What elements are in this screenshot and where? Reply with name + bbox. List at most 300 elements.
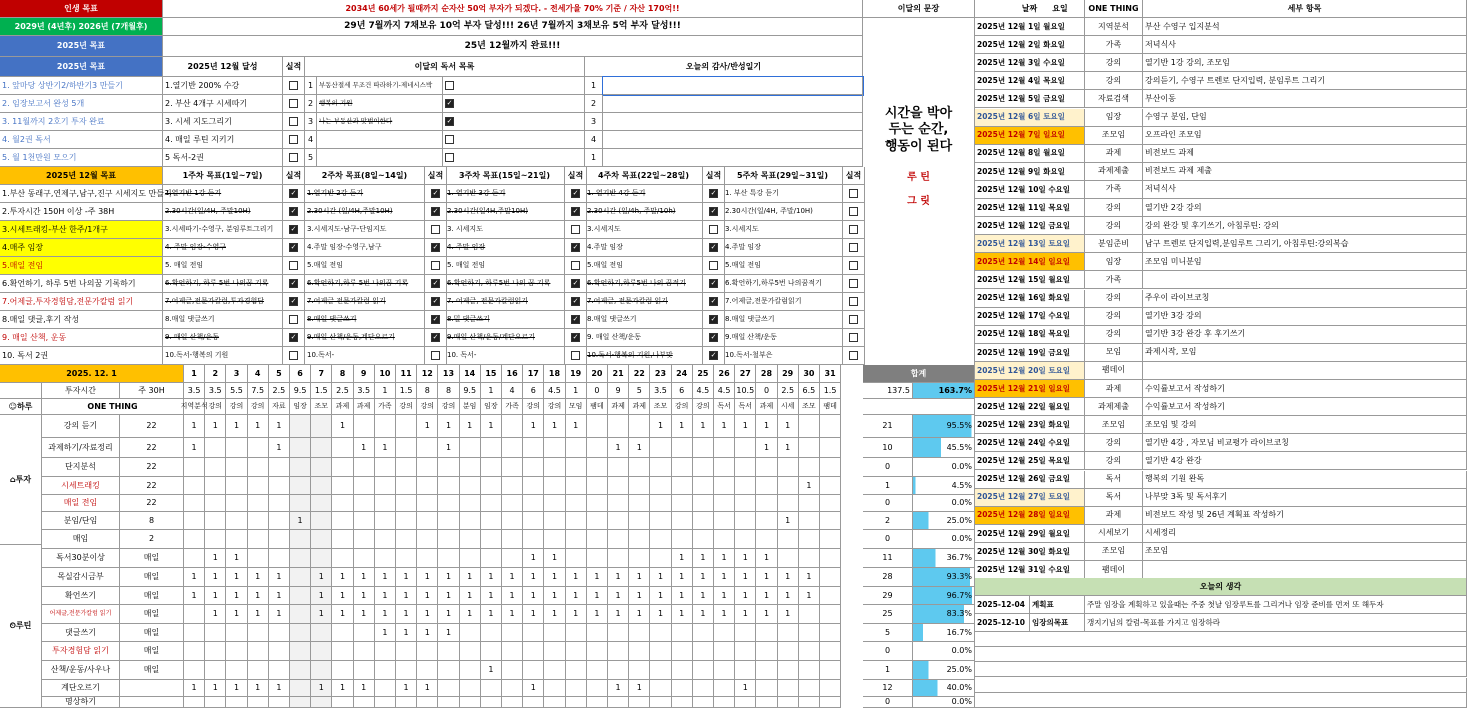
invest-hour-cell[interactable]: 3.5 (354, 383, 375, 399)
tracker-cell[interactable] (481, 549, 502, 568)
invest-hour-cell[interactable]: 2.5 (269, 383, 290, 399)
tracker-cell[interactable] (481, 458, 502, 477)
week-task-check[interactable] (565, 311, 587, 329)
tracker-cell[interactable] (714, 624, 735, 642)
tracker-cell[interactable] (417, 642, 438, 661)
tracker-cell[interactable] (566, 549, 587, 568)
tracker-cell[interactable] (587, 549, 608, 568)
checkbox-icon[interactable] (849, 279, 858, 288)
tracker-cell[interactable]: 1 (248, 568, 269, 587)
tracker-cell[interactable] (650, 438, 671, 458)
tracker-cell[interactable] (544, 680, 565, 697)
year-goal-item[interactable]: 5. 월 1천만원 모으기 (0, 149, 163, 167)
tracker-cell[interactable] (184, 458, 205, 477)
tracker-cell[interactable] (820, 661, 841, 680)
tracker-cell[interactable] (417, 458, 438, 477)
tracker-cell[interactable] (566, 438, 587, 458)
tracker-cell[interactable] (396, 415, 417, 438)
tracker-cell[interactable] (354, 495, 375, 512)
schedule-date[interactable]: 2025년 12월 11일 목요일 (975, 199, 1085, 217)
tracker-cell[interactable] (375, 642, 396, 661)
tracker-cell[interactable] (396, 661, 417, 680)
tracker-cell[interactable] (608, 549, 629, 568)
tracker-cell[interactable] (502, 697, 523, 708)
tracker-cell[interactable]: 1 (629, 587, 650, 605)
tracker-cell[interactable] (502, 642, 523, 661)
week-task[interactable]: 3.시세지도-남구-단임지도 (305, 221, 425, 239)
tracker-cell[interactable] (396, 458, 417, 477)
tracker-cell[interactable] (672, 495, 693, 512)
week-task[interactable]: 3.시세지도 (723, 221, 843, 239)
tracker-cell[interactable] (587, 642, 608, 661)
tracker-cell[interactable] (184, 697, 205, 708)
week-task[interactable]: 4. 주말 임장-수영구 (163, 239, 283, 257)
schedule-date[interactable]: 2025년 12월 8일 월요일 (975, 145, 1085, 163)
tracker-cell[interactable]: 1 (460, 587, 481, 605)
checkbox-icon[interactable] (431, 261, 440, 270)
schedule-onething[interactable]: 과제 (1085, 145, 1143, 163)
monthly-goal-item[interactable]: 5.매일 전임 (0, 257, 163, 275)
tracker-cell[interactable] (799, 458, 820, 477)
tracker-cell[interactable] (311, 438, 332, 458)
tracker-cell[interactable]: 1 (608, 587, 629, 605)
schedule-onething[interactable]: 시세보기 (1085, 525, 1143, 543)
tracker-cell[interactable]: 1 (566, 605, 587, 624)
tracker-cell[interactable]: 1 (735, 605, 756, 624)
tracker-cell[interactable] (248, 661, 269, 680)
tracker-cell[interactable] (354, 697, 375, 708)
reading-title[interactable] (317, 131, 443, 149)
week-task[interactable]: 9. 매일 산책/운동 (585, 329, 703, 347)
tracker-cell[interactable] (269, 624, 290, 642)
tracker-cell[interactable] (311, 697, 332, 708)
week-task[interactable]: 5. 매일 전임 (445, 257, 565, 275)
week-task[interactable]: 1.열기반 2강 듣기 (305, 185, 425, 203)
tracker-cell[interactable]: 1 (438, 415, 459, 438)
schedule-onething[interactable]: 독서 (1085, 489, 1143, 507)
tracker-cell[interactable]: 1 (481, 605, 502, 624)
schedule-date[interactable]: 2025년 12월 22일 월요일 (975, 398, 1085, 416)
month-goal-check[interactable] (283, 95, 305, 113)
tracker-cell[interactable] (375, 415, 396, 438)
invest-hour-cell[interactable]: 5.5 (226, 383, 247, 399)
tracker-cell[interactable] (396, 549, 417, 568)
tracker-cell[interactable] (735, 458, 756, 477)
tracker-cell[interactable]: 1 (523, 605, 544, 624)
one-thing-cell[interactable]: 독서 (714, 399, 735, 415)
one-thing-cell[interactable]: 분임 (460, 399, 481, 415)
checkbox-icon[interactable] (289, 135, 298, 144)
tracker-cell[interactable]: 1 (269, 605, 290, 624)
tracker-cell[interactable] (460, 458, 481, 477)
week-task[interactable]: 10.독서-철부은 (723, 347, 843, 365)
tracker-cell[interactable] (672, 642, 693, 661)
week-task[interactable]: 5.매일 전임 (305, 257, 425, 275)
tracker-item-name[interactable]: 어제글,전문가칼럼 읽기 (42, 605, 120, 624)
week-task-check[interactable] (283, 329, 305, 347)
week-task-check[interactable] (703, 347, 725, 365)
tracker-cell[interactable]: 1 (756, 549, 777, 568)
schedule-date[interactable]: 2025년 12월 29일 월요일 (975, 525, 1085, 543)
schedule-detail[interactable]: 저녁식사 (1143, 36, 1467, 54)
tracker-cell[interactable] (544, 530, 565, 549)
invest-hour-cell[interactable]: 7.5 (248, 383, 269, 399)
tracker-cell[interactable] (820, 495, 841, 512)
monthly-goal-item[interactable]: 9. 매일 산책, 운동 (0, 329, 163, 347)
tracker-cell[interactable] (460, 495, 481, 512)
week-task-check[interactable] (703, 275, 725, 293)
week-task-check[interactable] (843, 239, 865, 257)
checkbox-icon[interactable]: ✓ (290, 297, 297, 305)
tracker-cell[interactable] (544, 624, 565, 642)
checkbox-icon[interactable] (431, 225, 440, 234)
tracker-cell[interactable] (481, 680, 502, 697)
tracker-cell[interactable]: 1 (756, 605, 777, 624)
tracker-cell[interactable] (650, 549, 671, 568)
week-task[interactable]: 10.독서-행복의 기원 (163, 347, 283, 365)
schedule-date[interactable]: 2025년 12월 12일 금요일 (975, 217, 1085, 235)
schedule-detail[interactable]: 조모임 미니분임 (1143, 253, 1467, 271)
week-task[interactable]: 10.독서- (305, 347, 425, 365)
one-thing-cell[interactable]: 시세 (778, 399, 799, 415)
tracker-cell[interactable] (269, 661, 290, 680)
tracker-cell[interactable] (248, 549, 269, 568)
tracker-cell[interactable] (354, 458, 375, 477)
tracker-cell[interactable]: 1 (332, 605, 353, 624)
schedule-date[interactable]: 2025년 12월 3일 수요일 (975, 54, 1085, 72)
tracker-cell[interactable] (693, 624, 714, 642)
tracker-cell[interactable]: 1 (438, 605, 459, 624)
tracker-cell[interactable] (629, 477, 650, 495)
tracker-cell[interactable]: 1 (799, 477, 820, 495)
tracker-cell[interactable] (735, 661, 756, 680)
tracker-cell[interactable] (566, 642, 587, 661)
one-thing-cell[interactable]: 과제 (629, 399, 650, 415)
tracker-cell[interactable] (778, 530, 799, 549)
tracker-cell[interactable]: 1 (332, 568, 353, 587)
tracker-cell[interactable]: 1 (269, 680, 290, 697)
tracker-cell[interactable] (184, 642, 205, 661)
tracker-item-name[interactable]: 매일 전임 (42, 495, 120, 512)
tracker-cell[interactable] (438, 680, 459, 697)
tracker-cell[interactable] (672, 477, 693, 495)
tracker-cell[interactable]: 1 (650, 568, 671, 587)
tracker-cell[interactable] (354, 530, 375, 549)
week-task-check[interactable] (283, 221, 305, 239)
checkbox-icon[interactable] (289, 315, 298, 324)
tracker-cell[interactable] (248, 512, 269, 530)
tracker-cell[interactable]: 1 (396, 605, 417, 624)
tracker-cell[interactable] (502, 438, 523, 458)
tracker-cell[interactable]: 1 (608, 568, 629, 587)
tracker-cell[interactable]: 1 (226, 605, 247, 624)
invest-hour-cell[interactable]: 4.5 (714, 383, 735, 399)
schedule-onething[interactable]: 임장 (1085, 253, 1143, 271)
tracker-cell[interactable] (608, 512, 629, 530)
week-task[interactable]: 8.밀 댓글쓰기 (445, 311, 565, 329)
tracker-cell[interactable]: 1 (354, 568, 375, 587)
checkbox-icon[interactable] (289, 81, 298, 90)
tracker-cell[interactable] (460, 477, 481, 495)
week-task[interactable]: 7. 어제글, 전문가칼럼읽기 (445, 293, 565, 311)
tracker-cell[interactable]: 1 (184, 415, 205, 438)
tracker-cell[interactable] (523, 458, 544, 477)
invest-hour-cell[interactable]: 3.5 (650, 383, 671, 399)
tracker-cell[interactable]: 1 (205, 587, 226, 605)
week-task-check[interactable] (703, 329, 725, 347)
tracker-cell[interactable] (735, 697, 756, 708)
one-thing-cell[interactable]: 강의 (396, 399, 417, 415)
monthly-goal-item[interactable]: 8.매일 댓글,후기 작성 (0, 311, 163, 329)
tracker-cell[interactable]: 1 (396, 568, 417, 587)
checkbox-icon[interactable] (289, 117, 298, 126)
schedule-detail[interactable]: 저녁식사 (1143, 181, 1467, 199)
tracker-cell[interactable]: 1 (311, 680, 332, 697)
invest-hour-cell[interactable]: 4 (502, 383, 523, 399)
schedule-date[interactable]: 2025년 12월 26일 금요일 (975, 471, 1085, 489)
schedule-detail[interactable]: 수익률보고서 작성하기 (1143, 380, 1467, 398)
schedule-onething[interactable]: 분임준비 (1085, 235, 1143, 253)
checkbox-icon[interactable] (445, 81, 454, 90)
checkbox-icon[interactable] (849, 333, 858, 342)
tracker-cell[interactable] (290, 605, 311, 624)
tracker-cell[interactable] (481, 438, 502, 458)
schedule-detail[interactable]: 열기반 2강 강의 (1143, 199, 1467, 217)
tracker-cell[interactable] (523, 438, 544, 458)
tracker-cell[interactable] (799, 697, 820, 708)
tracker-cell[interactable]: 1 (269, 438, 290, 458)
reading-title[interactable] (317, 149, 443, 167)
tracker-cell[interactable] (502, 530, 523, 549)
invest-hour-cell[interactable]: 4.5 (544, 383, 565, 399)
tracker-cell[interactable]: 1 (417, 624, 438, 642)
tracker-cell[interactable] (799, 495, 820, 512)
tracker-cell[interactable] (248, 530, 269, 549)
tracker-cell[interactable] (608, 477, 629, 495)
tracker-cell[interactable]: 1 (226, 549, 247, 568)
week-task[interactable]: 8.매일 댓글쓰기 (723, 311, 843, 329)
schedule-onething[interactable]: 강의 (1085, 434, 1143, 452)
invest-hour-cell[interactable]: 2.5 (332, 383, 353, 399)
tracker-cell[interactable] (650, 512, 671, 530)
tracker-cell[interactable] (756, 680, 777, 697)
tracker-cell[interactable]: 1 (438, 624, 459, 642)
tracker-cell[interactable]: 1 (756, 568, 777, 587)
tracker-cell[interactable] (714, 661, 735, 680)
schedule-detail[interactable]: 비전보드 과제 (1143, 145, 1467, 163)
tracker-cell[interactable] (481, 624, 502, 642)
invest-hour-cell[interactable]: 6 (672, 383, 693, 399)
checkbox-icon[interactable] (445, 153, 454, 162)
tracker-cell[interactable] (269, 477, 290, 495)
reading-check[interactable] (443, 113, 585, 131)
reading-check[interactable] (443, 95, 585, 113)
tracker-cell[interactable] (417, 530, 438, 549)
tracker-cell[interactable] (269, 530, 290, 549)
tracker-cell[interactable] (672, 530, 693, 549)
tracker-item-name[interactable]: 매임 (42, 530, 120, 549)
tracker-cell[interactable] (311, 495, 332, 512)
tracker-cell[interactable]: 1 (544, 549, 565, 568)
checkbox-icon[interactable] (849, 297, 858, 306)
tracker-cell[interactable] (460, 512, 481, 530)
tracker-cell[interactable]: 1 (311, 568, 332, 587)
schedule-date[interactable]: 2025년 12월 16일 화요일 (975, 290, 1085, 308)
month-goal-item[interactable]: 2. 부산 4개구 시세따기 (163, 95, 283, 113)
tracker-cell[interactable] (311, 530, 332, 549)
tracker-cell[interactable] (629, 512, 650, 530)
checkbox-icon[interactable]: ✓ (290, 225, 297, 233)
tracker-cell[interactable] (184, 661, 205, 680)
week-task-check[interactable] (283, 275, 305, 293)
tracker-cell[interactable] (608, 697, 629, 708)
schedule-date[interactable]: 2025년 12월 17일 수요일 (975, 308, 1085, 326)
tracker-cell[interactable]: 1 (311, 605, 332, 624)
tracker-cell[interactable]: 1 (460, 568, 481, 587)
tracker-cell[interactable]: 1 (205, 549, 226, 568)
tracker-cell[interactable]: 1 (417, 568, 438, 587)
tracker-cell[interactable] (693, 458, 714, 477)
tracker-cell[interactable] (629, 530, 650, 549)
tracker-cell[interactable] (650, 495, 671, 512)
schedule-detail[interactable]: 나부맞 3독 및 독서후기 (1143, 489, 1467, 507)
schedule-detail[interactable]: 비전보드 작성 및 26년 계획표 작성하기 (1143, 507, 1467, 525)
week-task[interactable]: 1. 열기반 3강 듣기 (445, 185, 565, 203)
tracker-cell[interactable] (566, 624, 587, 642)
tracker-item-name[interactable]: 명상하기 (42, 697, 120, 708)
tracker-cell[interactable] (460, 661, 481, 680)
tracker-cell[interactable] (587, 624, 608, 642)
tracker-cell[interactable]: 1 (375, 605, 396, 624)
tracker-cell[interactable]: 1 (587, 605, 608, 624)
tracker-cell[interactable] (205, 624, 226, 642)
tracker-cell[interactable]: 1 (714, 415, 735, 438)
tracker-cell[interactable] (502, 680, 523, 697)
schedule-date[interactable]: 2025년 12월 6일 토요일 (975, 109, 1085, 127)
schedule-date[interactable]: 2025년 12월 19일 금요일 (975, 344, 1085, 362)
tracker-cell[interactable] (438, 512, 459, 530)
tracker-cell[interactable]: 1 (714, 549, 735, 568)
tracker-cell[interactable] (502, 661, 523, 680)
tracker-cell[interactable] (587, 495, 608, 512)
tracker-item-name[interactable]: 단지분석 (42, 458, 120, 477)
tracker-cell[interactable] (438, 458, 459, 477)
monthly-goal-item[interactable]: 3.시세트래킹-부산 한주/1개구 (0, 221, 163, 239)
schedule-detail[interactable]: 과제시작, 모임 (1143, 344, 1467, 362)
tracker-cell[interactable] (587, 477, 608, 495)
tracker-cell[interactable] (332, 530, 353, 549)
week-task-check[interactable] (703, 203, 725, 221)
tracker-cell[interactable] (799, 415, 820, 438)
tracker-cell[interactable] (226, 438, 247, 458)
monthly-goal-item[interactable]: 2.투자시간 150H 이상 -주 38H (0, 203, 163, 221)
tracker-cell[interactable]: 1 (629, 438, 650, 458)
tracker-cell[interactable] (693, 642, 714, 661)
tracker-cell[interactable] (375, 530, 396, 549)
tracker-cell[interactable]: 1 (693, 587, 714, 605)
tracker-cell[interactable] (778, 642, 799, 661)
tracker-cell[interactable]: 1 (778, 605, 799, 624)
tracker-cell[interactable] (714, 495, 735, 512)
one-thing-cell[interactable]: 강의 (672, 399, 693, 415)
tracker-cell[interactable] (184, 530, 205, 549)
year-goal-item[interactable]: 3. 11월까지 2호기 투자 완료 (0, 113, 163, 131)
tracker-cell[interactable] (629, 624, 650, 642)
tracker-cell[interactable] (608, 661, 629, 680)
tracker-cell[interactable] (205, 495, 226, 512)
tracker-cell[interactable] (205, 458, 226, 477)
tracker-cell[interactable] (587, 438, 608, 458)
tracker-cell[interactable] (544, 512, 565, 530)
tracker-cell[interactable]: 1 (523, 549, 544, 568)
tracker-cell[interactable] (735, 495, 756, 512)
tracker-cell[interactable] (269, 549, 290, 568)
one-thing-cell[interactable]: 강의 (417, 399, 438, 415)
tracker-cell[interactable] (756, 530, 777, 549)
invest-hour-cell[interactable]: 1 (375, 383, 396, 399)
tracker-cell[interactable] (778, 624, 799, 642)
tracker-cell[interactable] (205, 642, 226, 661)
schedule-detail[interactable]: 강의듣기, 수영구 트렌로 단지입력, 분임루트 그리기 (1143, 72, 1467, 90)
tracker-cell[interactable] (756, 512, 777, 530)
schedule-onething[interactable]: 독서 (1085, 471, 1143, 489)
tracker-cell[interactable] (375, 680, 396, 697)
tracker-cell[interactable]: 1 (629, 680, 650, 697)
checkbox-icon[interactable] (431, 351, 440, 360)
tracker-cell[interactable] (778, 458, 799, 477)
tracker-cell[interactable]: 1 (417, 587, 438, 605)
tracker-cell[interactable]: 1 (650, 587, 671, 605)
gratitude-entry[interactable] (603, 95, 863, 113)
schedule-detail[interactable]: 열기반 3강 완강 후 후기쓰기 (1143, 326, 1467, 344)
week-task-check[interactable] (425, 239, 447, 257)
tracker-cell[interactable] (629, 415, 650, 438)
invest-hour-cell[interactable]: 6 (523, 383, 544, 399)
tracker-cell[interactable] (566, 512, 587, 530)
invest-hour-cell[interactable]: 1.5 (396, 383, 417, 399)
tracker-cell[interactable]: 1 (375, 568, 396, 587)
tracker-cell[interactable] (311, 642, 332, 661)
week-task[interactable]: 4.주말 임장-수영구,남구 (305, 239, 425, 257)
tracker-item-name[interactable]: 분임/단임 (42, 512, 120, 530)
week-task-check[interactable] (565, 347, 587, 365)
schedule-date[interactable]: 2025년 12월 15일 월요일 (975, 271, 1085, 289)
tracker-cell[interactable] (566, 680, 587, 697)
tracker-cell[interactable] (693, 438, 714, 458)
reading-check[interactable] (443, 149, 585, 167)
invest-hour-cell[interactable]: 5 (629, 383, 650, 399)
tracker-cell[interactable] (650, 477, 671, 495)
invest-hour-cell[interactable]: 8 (438, 383, 459, 399)
tracker-cell[interactable] (608, 642, 629, 661)
week-task[interactable]: 4.주말 임장 (723, 239, 843, 257)
tracker-cell[interactable]: 1 (608, 438, 629, 458)
tracker-cell[interactable]: 1 (608, 605, 629, 624)
tracker-cell[interactable] (523, 530, 544, 549)
week-task-check[interactable] (425, 293, 447, 311)
tracker-cell[interactable]: 1 (566, 587, 587, 605)
schedule-date[interactable]: 2025년 12월 10일 수요일 (975, 181, 1085, 199)
tracker-cell[interactable] (184, 495, 205, 512)
tracker-cell[interactable]: 1 (735, 587, 756, 605)
tracker-item-name[interactable]: 시세트래킹 (42, 477, 120, 495)
tracker-cell[interactable] (226, 458, 247, 477)
tracker-cell[interactable]: 1 (269, 568, 290, 587)
tracker-cell[interactable]: 1 (587, 568, 608, 587)
tracker-cell[interactable] (693, 512, 714, 530)
week-task[interactable]: 1. 열기반 4강 듣기 (585, 185, 703, 203)
tracker-cell[interactable] (587, 680, 608, 697)
